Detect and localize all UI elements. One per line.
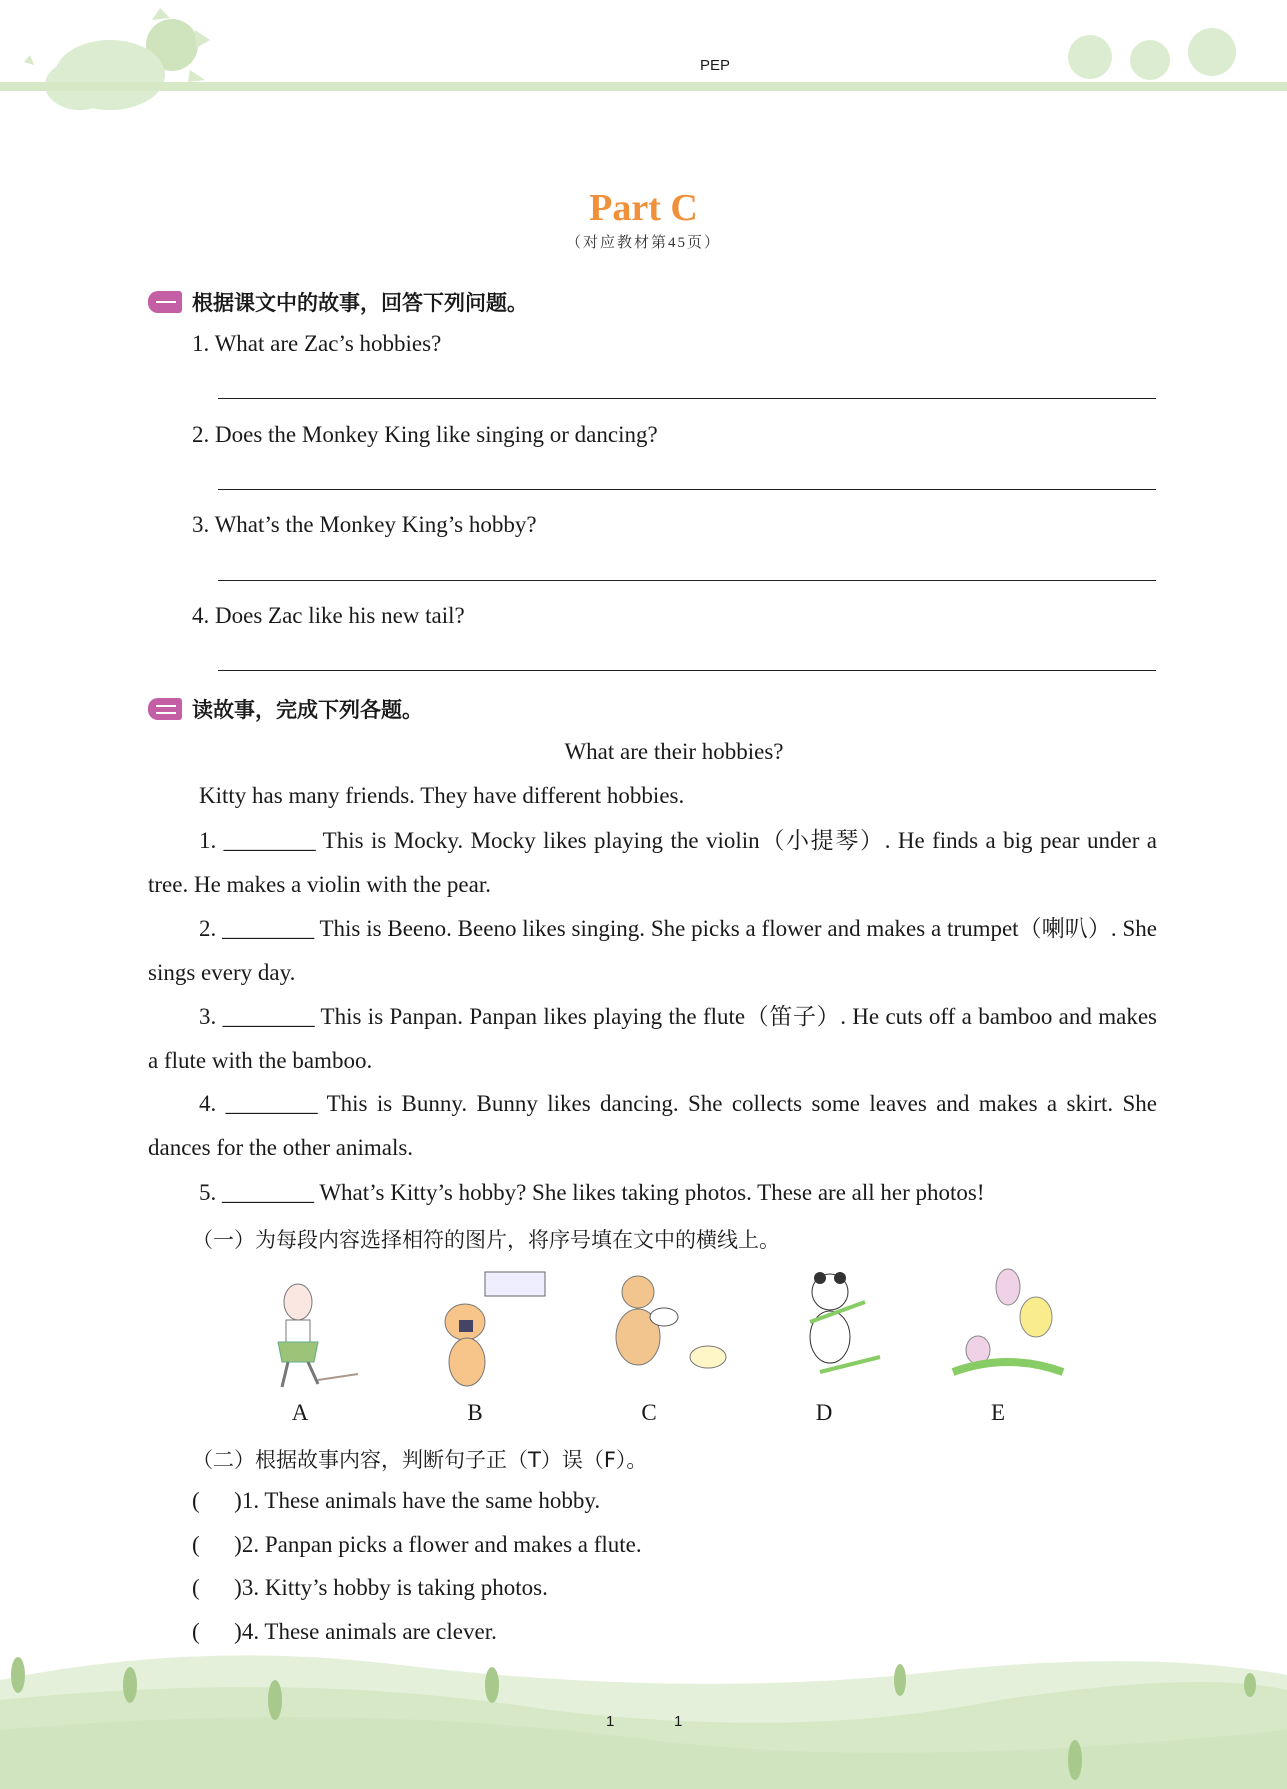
picture-label-d: D <box>815 1400 833 1425</box>
page-subtitle: （对应教材第45页） <box>565 235 721 251</box>
answer-line-3[interactable] <box>218 580 1156 581</box>
page-number-left: 1 <box>606 1713 615 1730</box>
story-paragraph-4: 4. ________ This is Bunny. Bunny likes dancing. She collects some leaves and makes a skirt. She dances for the other animals. <box>148 1091 1157 1160</box>
brand-label: PEP <box>700 57 731 74</box>
monkey-violin-icon <box>598 1262 728 1392</box>
section2-heading <box>148 694 423 724</box>
story-paragraph-3: 3. ________ This is Panpan. Panpan likes playing the flute（笛子）. He cuts off a bamboo and makes a flute with the bamboo. <box>148 1004 1157 1073</box>
story-paragraph-5: 5. ________ What’s Kitty’s hobby? She likes taking photos. These are all her photos! <box>199 1180 985 1205</box>
answer-line-2[interactable] <box>218 489 1156 490</box>
question-4: 4. Does Zac like his new tail? <box>192 603 465 628</box>
task1-instruction: （一）为每段内容选择相符的图片，将序号填在文中的横线上。 <box>192 1228 780 1252</box>
section-badge-2 <box>148 698 182 720</box>
rabbit-dancing-icon <box>248 1262 378 1392</box>
true-false-item-1[interactable]: ( )1. These animals have the same hobby. <box>192 1488 601 1513</box>
bird-singing-icon <box>948 1262 1078 1392</box>
answer-line-1[interactable] <box>218 398 1156 399</box>
section1-heading <box>148 287 528 317</box>
page-title: Part C <box>589 187 698 229</box>
section-badge-1 <box>148 291 182 313</box>
true-false-item-2[interactable]: ( )2. Panpan picks a flower and makes a flute. <box>192 1532 642 1557</box>
story-title: What are their hobbies? <box>564 739 784 764</box>
story-paragraph-1: 1. ________ This is Mocky. Mocky likes playing the violin（小提琴）. He finds a big pear under a tree. He makes a violin with the pear. <box>148 828 1157 897</box>
answer-line-4[interactable] <box>218 670 1156 671</box>
picture-label-e: E <box>990 1400 1006 1425</box>
picture-label-c: C <box>641 1400 657 1425</box>
section1-heading-text: 根据课文中的故事，回答下列问题。 <box>192 291 528 315</box>
true-false-item-3[interactable]: ( )3. Kitty’s hobby is taking photos. <box>192 1575 548 1600</box>
question-3: 3. What’s the Monkey King’s hobby? <box>192 512 537 537</box>
cloud-sun-decoration <box>20 0 210 120</box>
hills-footer-decoration <box>0 1640 1287 1789</box>
section2-heading-text: 读故事，完成下列各题。 <box>192 698 423 722</box>
true-false-item-4[interactable]: ( )4. These animals are clever. <box>192 1619 497 1644</box>
header-divider <box>0 82 1287 91</box>
story-paragraph-2: 2. ________ This is Beeno. Beeno likes singing. She picks a flower and makes a trumpet（喇叭）. She sings every day. <box>148 916 1157 985</box>
question-1: 1. What are Zac’s hobbies? <box>192 331 442 356</box>
task2-instruction: （二）根据故事内容，判断句子正（T）误（F）。 <box>192 1448 648 1472</box>
story-intro: Kitty has many friends. They have different hobbies. <box>199 783 685 808</box>
picture-label-a: A <box>291 1400 309 1425</box>
animal-faces-decoration <box>1060 22 1250 82</box>
question-2: 2. Does the Monkey King like singing or dancing? <box>192 422 658 447</box>
picture-label-b: B <box>467 1400 483 1425</box>
page-number-right: 1 <box>674 1713 683 1730</box>
cat-camera-icon <box>425 1262 555 1392</box>
panda-flute-icon <box>780 1262 910 1392</box>
